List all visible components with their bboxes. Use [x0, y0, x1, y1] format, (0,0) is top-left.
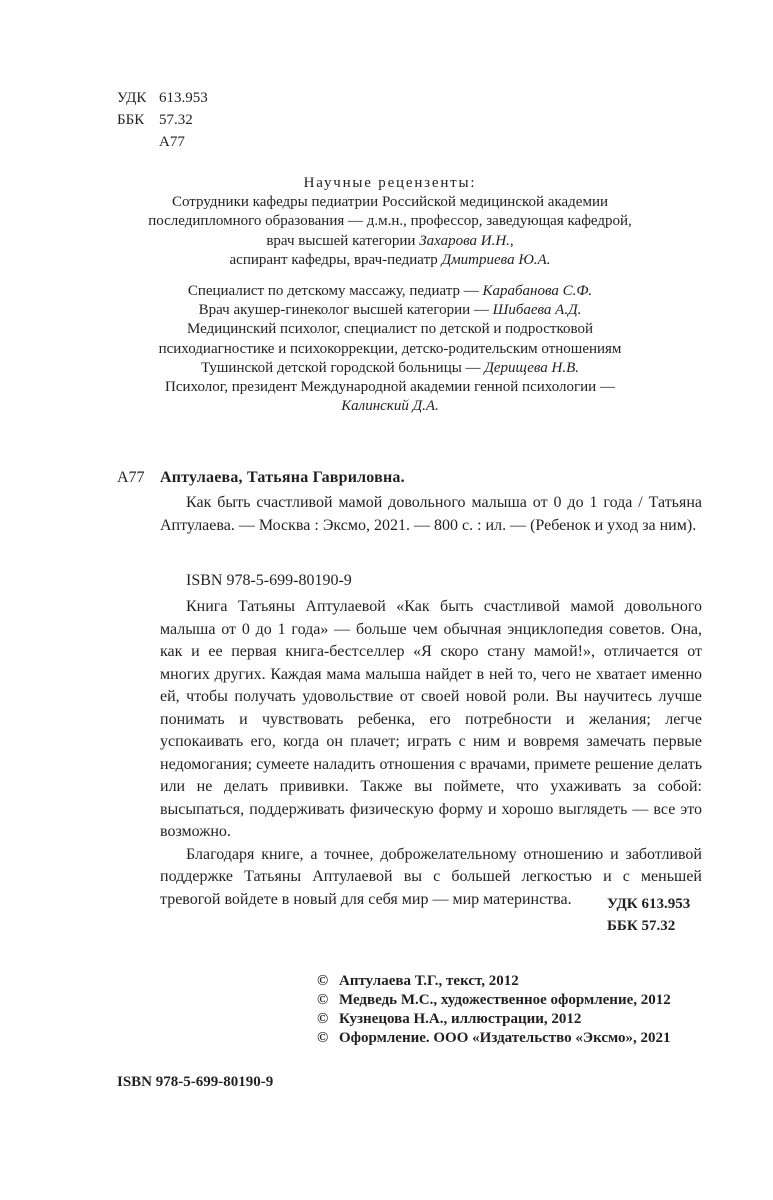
copyright-block: [317, 972, 707, 1048]
reviewers-line-6: [110, 301, 670, 320]
reviewer-name: Карабанова С.Ф.: [482, 283, 593, 300]
reviewer-name: Захарова И.Н.: [419, 232, 510, 249]
author-mark: А77: [159, 134, 185, 150]
copyright-item: [317, 1029, 707, 1048]
description-paragraph-2: Благодаря книге, а точнее, доброжелательному отношению и заботливой поддержке Татьяны Аптулаевой вы с большей легкостью и с меньшей тревогой войдете в новый для себя мир — мир материнства.: [160, 845, 702, 908]
copyright-item: [317, 991, 707, 1010]
reviewer-role: врач высшей категории: [266, 232, 420, 249]
bbk-value: 57.32: [159, 112, 193, 128]
copyright-symbol: ©: [317, 1011, 329, 1027]
copyright-text: Оформление. ООО «Издательство «Эксмо», 2021: [339, 1030, 671, 1046]
reviewer-role: Тушинской детской городской больницы —: [200, 359, 485, 376]
classification-block: [117, 87, 208, 153]
punctuation: ,: [509, 232, 514, 249]
reviewers-line-8: психодиагностике и психокоррекции, детско-родительским отношениям: [158, 340, 622, 357]
isbn-bottom: ISBN 978-5-699-80190-9: [117, 1074, 274, 1090]
reviewer-name: Шибаева А.Д.: [492, 302, 582, 319]
udk-label: УДК: [117, 90, 147, 106]
right-classification-codes: [607, 893, 690, 937]
udk-row: [117, 87, 208, 109]
copyright-symbol: ©: [317, 992, 329, 1008]
reviewers-line-4: [110, 251, 670, 270]
reviewers-line-3: [110, 232, 670, 251]
catalog-code: А77: [117, 469, 145, 486]
reviewers-line-7: Медицинский психолог, специалист по детской и подростковой: [186, 321, 594, 338]
catalog-isbn: ISBN 978-5-699-80190-9: [186, 572, 352, 589]
reviewer-role: Специалист по детскому массажу, педиатр —: [187, 283, 483, 300]
right-udk: УДК 613.953: [607, 896, 691, 912]
right-bbk: ББК 57.32: [607, 918, 676, 934]
bbk-row: [117, 109, 208, 131]
catalog-bibliographic-entry: Как быть счастливой мамой довольного малыша от 0 до 1 года / Татьяна Аптулаева. — Москва : Эксмо, 2021. — 800 с. : ил. — (Ребенок и уход за ним).: [160, 494, 702, 534]
reviewers-line-9: [110, 359, 670, 378]
reviewers-line-11: [110, 397, 670, 416]
copyright-symbol: ©: [317, 1030, 329, 1046]
catalog-author: Аптулаева, Татьяна Гавриловна.: [160, 469, 405, 486]
udk-value: 613.953: [159, 90, 208, 106]
spacer: [110, 270, 670, 282]
catalog-description: [160, 596, 702, 911]
copyright-symbol: ©: [317, 973, 329, 989]
reviewer-name: Дерищева Н.В.: [484, 359, 580, 376]
reviewer-name: Дмитриева Ю.А.: [441, 251, 551, 268]
copyright-text: Медведь М.С., художественное оформление, 2012: [339, 992, 671, 1008]
reviewer-role: Врач акушер-гинеколог высшей категории —: [198, 302, 493, 319]
reviewers-line-5: [110, 282, 670, 301]
copyright-item: [317, 972, 707, 991]
copyright-item: [317, 1010, 707, 1029]
reviewers-line-2: последипломного образования — д.м.н., профессор, заведующая кафедрой,: [148, 213, 632, 230]
bbk-label: ББК: [117, 112, 145, 128]
copyright-text: Кузнецова Н.А., иллюстрации, 2012: [339, 1011, 582, 1027]
reviewer-role: аспирант кафедры, врач-педиатр: [229, 251, 442, 268]
description-paragraph-1: Книга Татьяны Аптулаевой «Как быть счастливой мамой довольного малыша от 0 до 1 года» — больше чем обычная энциклопедия советов. Она, как и ее первая книга-бестселлер «Я скоро стану мамой!», отличается от многих других. Каждая мама малыша найдет в ней то, чего не хватает именно ей, чтобы получать удовольствие от своей новой роли. Вы научитесь лучше понимать и чувствовать ребенка, его потребности и желания; легче успокаивать его, когда он плачет; играть с ним и вовремя замечать первые недомогания; сумеете наладить отношения с врачами, примете решение делать или не делать прививки. Также вы поймете, что ухаживать за собой: высыпаться, поддерживать физическую форму и хорошо выглядеть — все это возможно.: [160, 598, 702, 840]
reviewer-name: Калинский Д.А.: [341, 398, 439, 415]
reviewers-line-1: Сотрудники кафедры педиатрии Российской медицинской академии: [171, 194, 608, 211]
copyright-text: Аптулаева Т.Г., текст, 2012: [339, 973, 519, 989]
reviewers-line-10: Психолог, президент Международной академии генной психологии —: [165, 379, 615, 396]
reviewers-block: [110, 174, 670, 416]
reviewers-title: Научные рецензенты:: [303, 175, 477, 191]
